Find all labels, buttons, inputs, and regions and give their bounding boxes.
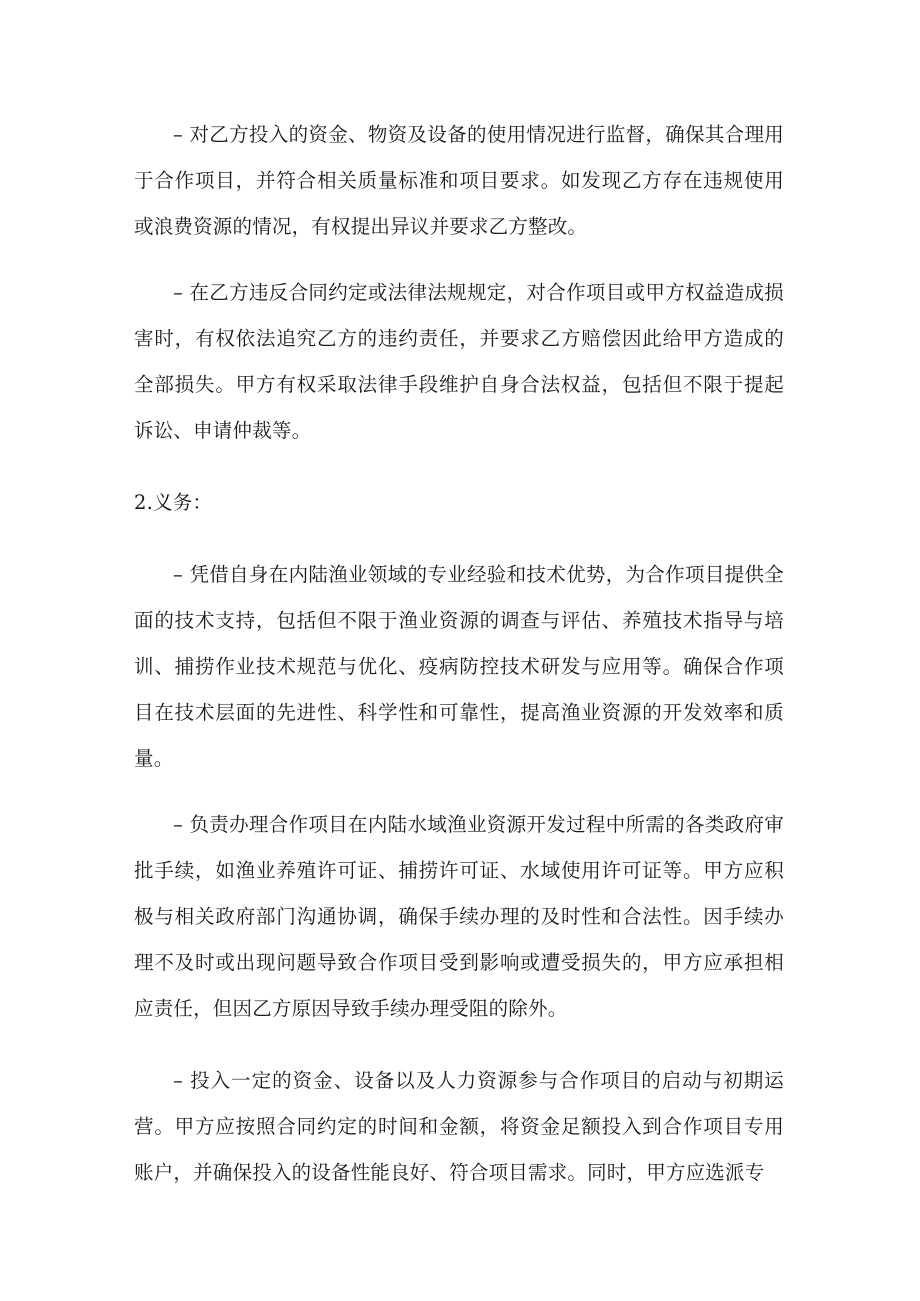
document-body	[134, 112, 784, 1196]
paragraph-liability: – 在乙方违反合同约定或法律法规规定，对合作项目或甲方权益造成损害时，有权依法追究乙方的违约责任，并要求乙方赔偿因此给甲方造成的全部损失。甲方有权采取法律手段维护自身合法权益，包括但不限于提起诉讼、申请仲裁等。	[134, 281, 784, 442]
obligation-investment: – 投入一定的资金、设备以及人力资源参与合作项目的启动与初期运营。甲方应按照合同约定的时间和金额，将资金足额投入到合作项目专用账户，并确保投入的设备性能良好、符合项目需求。同时，甲方应选派专	[134, 1069, 784, 1184]
obligation-technical-support: – 凭借自身在内陆渔业领域的专业经验和技术优势，为合作项目提供全面的技术支持，包括但不限于渔业资源的调查与评估、养殖技术指导与培训、捕捞作业技术规范与优化、疫病防控技术研发与应用等。确保合作项目在技术层面的先进性、科学性和可靠性，提高渔业资源的开发效率和质量。	[134, 563, 784, 770]
section-heading-obligations: 2.义务：	[134, 491, 213, 514]
paragraph-supervision: – 对乙方投入的资金、物资及设备的使用情况进行监督，确保其合理用于合作项目，并符合相关质量标准和项目要求。如发现乙方存在违规使用或浪费资源的情况，有权提出异议并要求乙方整改。	[134, 123, 784, 238]
obligation-approvals: – 负责办理合作项目在内陆水域渔业资源开发过程中所需的各类政府审批手续，如渔业养殖许可证、捕捞许可证、水域使用许可证等。甲方应积极与相关政府部门沟通协调，确保手续办理的及时性和合法性。因手续办理不及时或出现问题导致合作项目受到影响或遭受损失的，甲方应承担相应责任，但因乙方原因导致手续办理受阻的除外。	[134, 813, 784, 1020]
